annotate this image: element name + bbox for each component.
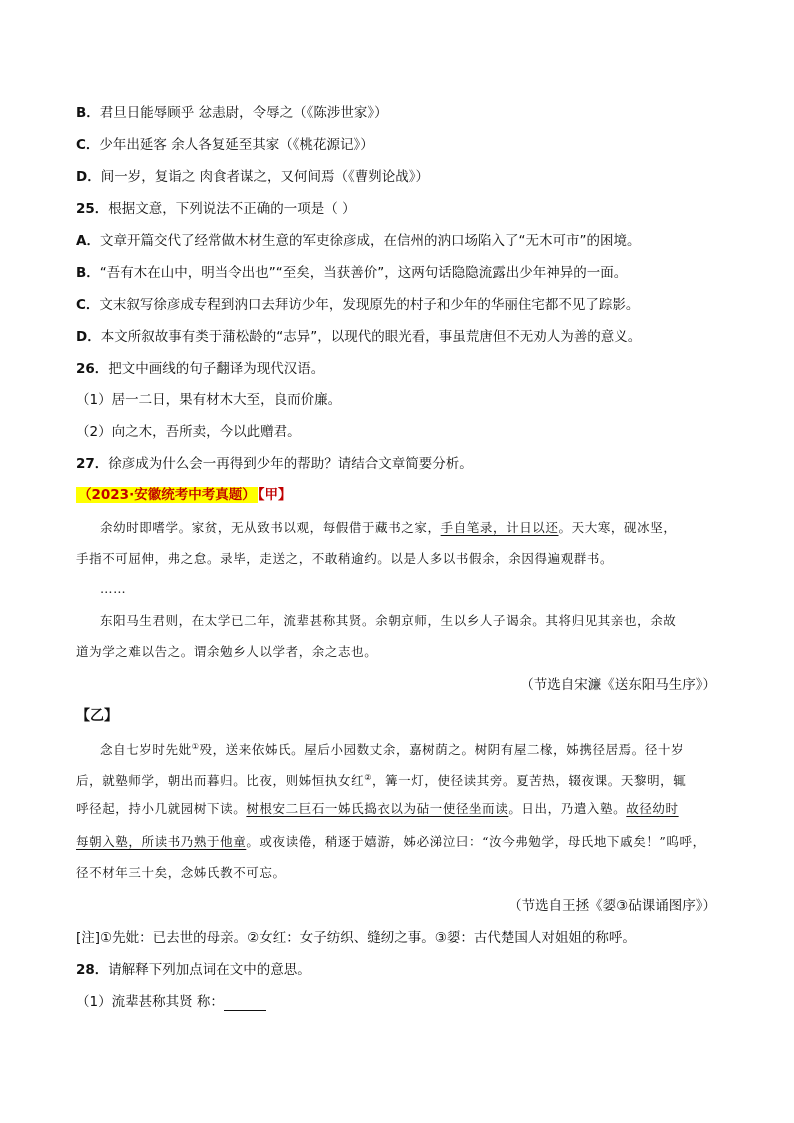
jia-paragraph-2-line-2: 道为学之难以告之。谓余勉乡人以学者，余之志也。 [76, 644, 378, 659]
annotation-note: [注]①先妣：已去世的母亲。②女红：女子纺织、缝纫之事。③媭：古代楚国人对姐姐的称呼。 [76, 930, 636, 946]
underlined-sentence: 每朝入塾，所读书乃熟于他童 [76, 834, 247, 849]
yi-line-4: 每朝入塾，所读书乃熟于他童。或夜读倦，稍逐于嬉游，姊必涕泣曰：“汝今弗勉学，母氏地下戚矣！”呜呼， [76, 834, 706, 849]
exam-tag-highlight: （2023·安徽统考中考真题） [78, 487, 256, 503]
jia-paragraph-1-line-2: 手指不可屈伸，弗之怠。录毕，走送之，不敢稍逾约。以是人多以书假余，余因得遍观群书。 [76, 551, 614, 566]
jia-ellipsis: …… [100, 581, 127, 596]
exam-source-tag [76, 486, 720, 504]
q28-item-1: （1）流辈甚称其贤 称： [76, 993, 720, 1011]
q24-option-b: B．君旦日能辱顾乎 忿恚尉，令辱之（《陈涉世家》） [76, 105, 388, 121]
underlined-sentence: 手自笔录，计日以还 [440, 520, 559, 535]
passage-jia-label: 【甲】 [257, 487, 292, 503]
jia-paragraph-1-line-1: 余幼时即嗜学。家贫，无从致书以观，每假借于藏书之家，手自笔录，计日以还。天大寒，砚冰坚， [100, 520, 677, 535]
yi-line-5: 径不材年三十矣，念姊氏教不可忘。 [76, 865, 286, 880]
q26-item-1: （1）居一二日，果有材木大至，良而价廉。 [76, 392, 342, 408]
q25-option-d: D．本文所叙故事有类于蒲松龄的“志异”，以现代的眼光看，事虽荒唐但不无劝人为善的意义。 [76, 329, 642, 345]
q24-option-c: C．少年出延客 余人各复延至其家（《桃花源记》） [76, 137, 374, 153]
underlined-sentence: 树根安二巨石一姊氏捣衣以为砧一使径坐而读 [246, 801, 509, 816]
q25-option-b: B．“吾有木在山中，明当令出也”“至矣，当获善价”，这两句话隐隐流露出少年神异的一面。 [76, 265, 628, 281]
passage-yi-label: 【乙】 [76, 708, 118, 724]
q24-option-d: D．间一岁，复诣之 肉食者谋之，又何间焉（《曹刿论战》） [76, 169, 430, 185]
yi-line-2: 后，就塾师学，朝出而暮归。比夜，则姊恒执女红②，篝一灯，使径读其旁。夏苦热，辍夜课。天黎明，辄 [76, 773, 687, 789]
answer-blank[interactable] [224, 996, 266, 1011]
yi-line-3: 呼径起，持小几就园树下读。树根安二巨石一姊氏捣衣以为砧一使径坐而读。日出，乃遣入塾。故径幼时 [76, 801, 679, 816]
q26-stem: 26．把文中画线的句子翻译为现代汉语。 [76, 361, 325, 377]
q25-option-c: C．文末叙写徐彦成专程到汭口去拜访少年，发现原先的村子和少年的华丽住宅都不见了踪影。 [76, 297, 640, 313]
q28-stem: 28．请解释下列加点词在文中的意思。 [76, 962, 311, 978]
q25-option-a: A．文章开篇交代了经常做木材生意的军吏徐彦成，在信州的汭口场陷入了“无木可市”的困境。 [76, 233, 641, 249]
underlined-sentence: 故径幼时 [626, 801, 679, 816]
yi-source: （节选自王拯《媭③砧课诵图序》） [508, 898, 716, 914]
jia-paragraph-2-line-1: 东阳马生君则，在太学已二年，流辈甚称其贤。余朝京师，生以乡人子谒余。其将归见其亲也，余故 [100, 613, 677, 628]
q27-stem: 27．徐彦成为什么会一再得到少年的帮助？请结合文章简要分析。 [76, 456, 473, 472]
yi-line-1: 念自七岁时先妣①殁，送来依姊氏。屋后小园数丈余，嘉树荫之。树阴有屋二椽，姊携径居焉。径十岁 [100, 742, 685, 758]
jia-source: （节选自宋濂《送东阳马生序》） [520, 677, 716, 693]
q25-stem: 25．根据文意，下列说法不正确的一项是（ ） [76, 201, 356, 217]
q26-item-2: （2）向之木，吾所卖，今以此赠君。 [76, 424, 301, 440]
